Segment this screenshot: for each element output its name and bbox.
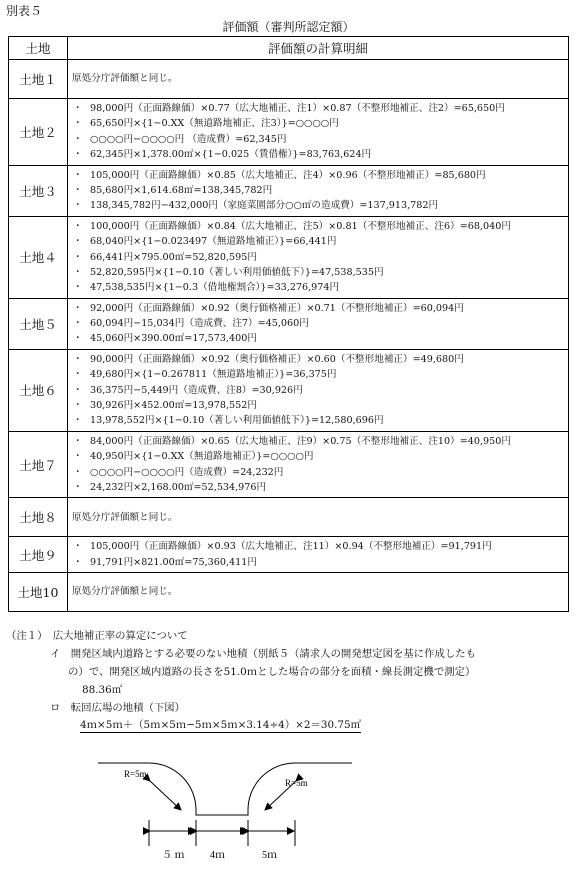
calculation-line: ・ 24,232円×2,168.00㎡=52,534,976円 bbox=[72, 480, 564, 495]
calculation-line: ・ ○○○○円−○○○○円（造成費）=24,232円 bbox=[72, 465, 564, 480]
calculation-line: ・ 49,680円×{1−0.267811（無道路地補正）}=36,375円 bbox=[72, 367, 564, 382]
calculation-line: 原処分庁評価額と同じ。 bbox=[72, 73, 178, 85]
calculation-line: ・ 105,000円（正面路線価）×0.93（広大地補正、注11）×0.94（不整形地補正）=91,791円 bbox=[72, 539, 564, 554]
calculation-line: ・ 84,000円（正面路線価）×0.65（広大地補正、注9）×0.75（不整形地補正、注10）=40,950円 bbox=[72, 434, 564, 449]
calculation-line: ・ 65,650円×{1−0.XX（無道路地補正、注3）}=○○○○円 bbox=[72, 116, 564, 131]
radius-label-left: R=5m bbox=[124, 769, 147, 779]
land-name-cell: 土地８ bbox=[9, 498, 68, 537]
land-name-cell: 土地４ bbox=[9, 216, 68, 298]
land-name-cell: 土地２ bbox=[9, 99, 68, 166]
land-name-cell: 土地１ bbox=[9, 60, 68, 99]
dim-label-3: 5ｍ bbox=[262, 850, 277, 861]
calculation-line: ・ 52,820,595円×{1−0.10（著しい利用価値低下）}=47,538,535円 bbox=[72, 265, 564, 280]
note-i-line2: の）で、開発区域内道路の長さを51.0ｍとした場合の部分を面積・線長測定機で測定） bbox=[68, 666, 476, 678]
annex-label: 別表５ bbox=[6, 4, 43, 18]
calculation-line: ・ 91,791円×821.00㎡=75,360,411円 bbox=[72, 555, 564, 570]
calculation-line: ・ 60,094円−15,034円（造成費、注7）=45,060円 bbox=[72, 316, 564, 331]
dim-label-2: 4ｍ bbox=[210, 850, 225, 861]
header-land: 土地 bbox=[9, 37, 68, 60]
radius-arrow-left bbox=[150, 781, 181, 810]
calculation-line: ・ 90,000円（正面路線価）×0.92（奥行価格補正）×0.60（不整形地補正）=49,680円 bbox=[72, 352, 564, 367]
calculation-line: ・ 100,000円（正面路線価）×0.84（広大地補正、注5）×0.81（不整形地補正、注6）=68,040円 bbox=[72, 219, 564, 234]
calculation-line: ・ ○○○○円−○○○○円 （造成費）=62,345円 bbox=[72, 132, 564, 147]
note-ro-formula: 4ｍ×5ｍ＋（5ｍ×5ｍ−5ｍ×5ｍ×3.14÷4）×2＝30.75㎡ bbox=[80, 716, 361, 733]
road-edge-bottom bbox=[196, 810, 248, 815]
radius-label-right: R=5m bbox=[285, 778, 308, 788]
calculation-line: ・ 36,375円−5,449円（造成費、注8）=30,926円 bbox=[72, 383, 564, 398]
calculation-line: ・ 45,060円×390.00㎡=17,573,400円 bbox=[72, 331, 564, 346]
calculation-line: ・ 85,680円×1,614.68㎡=138,345,782円 bbox=[72, 183, 564, 198]
calculation-line: ・ 13,978,552円×{1−0.10（著しい利用価値低下）}=12,580,696円 bbox=[72, 413, 564, 428]
note-ro-title: ロ 転回広場の地積（下図） bbox=[50, 702, 186, 714]
calculation-line: ・ 68,040円×{1−0.023497（無道路地補正）}=66,441円 bbox=[72, 234, 564, 249]
calculation-line: ・ 105,000円（正面路線価）×0.85（広大地補正、注4）×0.96（不整形地補正）=85,680円 bbox=[72, 168, 564, 183]
dim-label-1: ５ ｍ bbox=[162, 850, 185, 861]
land-name-cell: 土地10 bbox=[9, 573, 68, 612]
land-name-cell: 土地７ bbox=[9, 431, 68, 498]
calculation-line: ・ 92,000円（正面路線価）×0.92（奥行価格補正）×0.71（不整形地補正）=60,094円 bbox=[72, 301, 564, 316]
calculation-line: ・ 98,000円（正面路線価）×0.77（広大地補正、注1）×0.87（不整形地補正、注2）=65,650円 bbox=[72, 101, 564, 116]
calculation-line: ・ 47,538,535円×{1−0.3（借地権割合）}=33,276,974円 bbox=[72, 280, 564, 295]
land-name-cell: 土地９ bbox=[9, 537, 68, 573]
table-caption: 評価額（審判所認定額） bbox=[222, 20, 355, 34]
calculation-line: ・ 66,441円×795.00㎡=52,820,595円 bbox=[72, 250, 564, 265]
land-name-cell: 土地６ bbox=[9, 349, 68, 431]
header-detail: 評価額の計算明細 bbox=[68, 37, 569, 60]
calculation-line: ・ 30,926円×452.00㎡=13,978,552円 bbox=[72, 398, 564, 413]
calculation-line: ・ 62,345円×1,378.00㎡×{1−0.025（賃借権）}=83,763,624円 bbox=[72, 147, 564, 162]
calculation-line: ・ 138,345,782円−432,000円（家庭菜園部分○○㎡の造成費）=137,913,782円 bbox=[72, 198, 564, 213]
land-name-cell: 土地３ bbox=[9, 165, 68, 216]
calculation-line: 原処分庁評価額と同じ。 bbox=[72, 586, 178, 598]
road-edge-left bbox=[98, 763, 196, 810]
note-i-value: 88.36㎡ bbox=[82, 684, 123, 696]
land-name-cell: 土地５ bbox=[9, 298, 68, 349]
calculation-line: 原処分庁評価額と同じ。 bbox=[72, 511, 178, 523]
note-i-line1: イ 開発区域内道路とする必要のない地積（別紙５（請求人の開発想定図を基に作成したも bbox=[50, 648, 477, 660]
note-1-title: （注１） 広大地補正率の算定について bbox=[6, 630, 188, 642]
calculation-line: ・ 40,950円×{1−0.XX（無道路地補正）}=○○○○円 bbox=[72, 449, 564, 464]
